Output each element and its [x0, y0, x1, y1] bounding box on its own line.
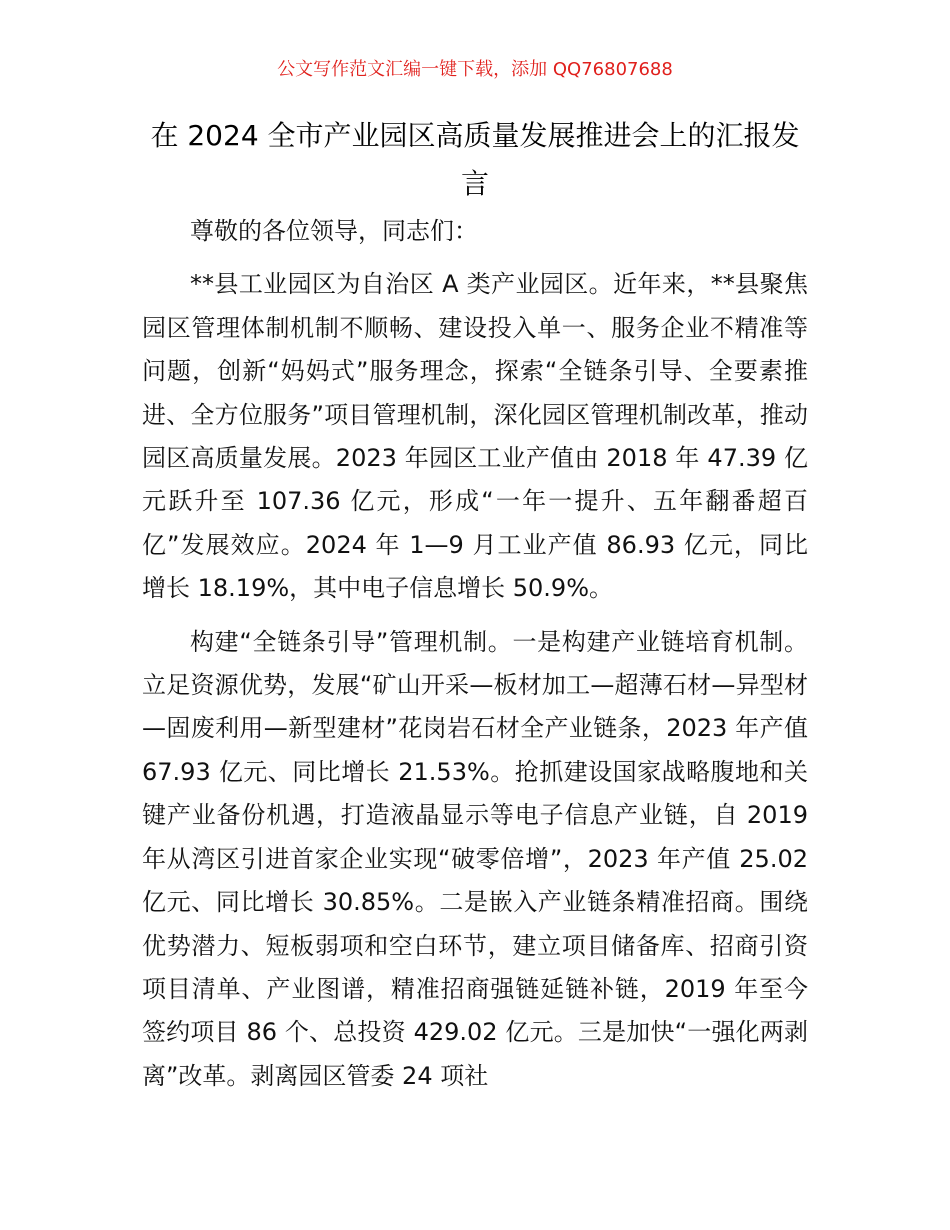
document-body: [142, 210, 808, 1098]
paragraph-intro: **县工业园区为自治区 A 类产业园区。近年来，**县聚焦园区管理体制机制不顺畅、建设投入单一、服务企业不精准等问题，创新“妈妈式”服务理念，探索“全链条引导、全要素推进、全方位服务”项目管理机制，深化园区管理机制改革，推动园区高质量发展。2023 年园区工业产值由 2018 年 47.39 亿元跃升至 107.36 亿元，形成“一年一提升、五年翻番超百亿”发展效应。2024 年 1—9 月工业产值 86.93 亿元，同比增长 18.19%，其中电子信息增长 50.9%。: [142, 270, 808, 603]
download-promo-note: 公文写作范文汇编一键下载，添加 QQ76807688: [277, 59, 673, 80]
document-title: 在 2024 全市产业园区高质量发展推进会上的汇报发言: [150, 119, 800, 200]
salutation: 尊敬的各位领导，同志们：: [190, 217, 478, 245]
paragraph-full-chain: 构建“全链条引导”管理机制。一是构建产业链培育机制。立足资源优势，发展“矿山开采—板材加工—超薄石材—异型材—固废利用—新型建材”花岗岩石材全产业链条，2023 年产值 67.93 亿元、同比增长 21.53%。抢抓建设国家战略腹地和关键产业备份机遇，打造液晶显示等电子信息产业链，自 2019 年从湾区引进首家企业实现“破零倍增”，2023 年产值 25.02 亿元、同比增长 30.85%。二是嵌入产业链条精准招商。围绕优势潜力、短板弱项和空白环节，建立项目储备库、招商引资项目清单、产业图谱，精准招商强链延链补链，2019 年至今签约项目 86 个、总投资 429.02 亿元。三是加快“一强化两剥离”改革。剥离园区管委 24 项社: [142, 627, 808, 1090]
